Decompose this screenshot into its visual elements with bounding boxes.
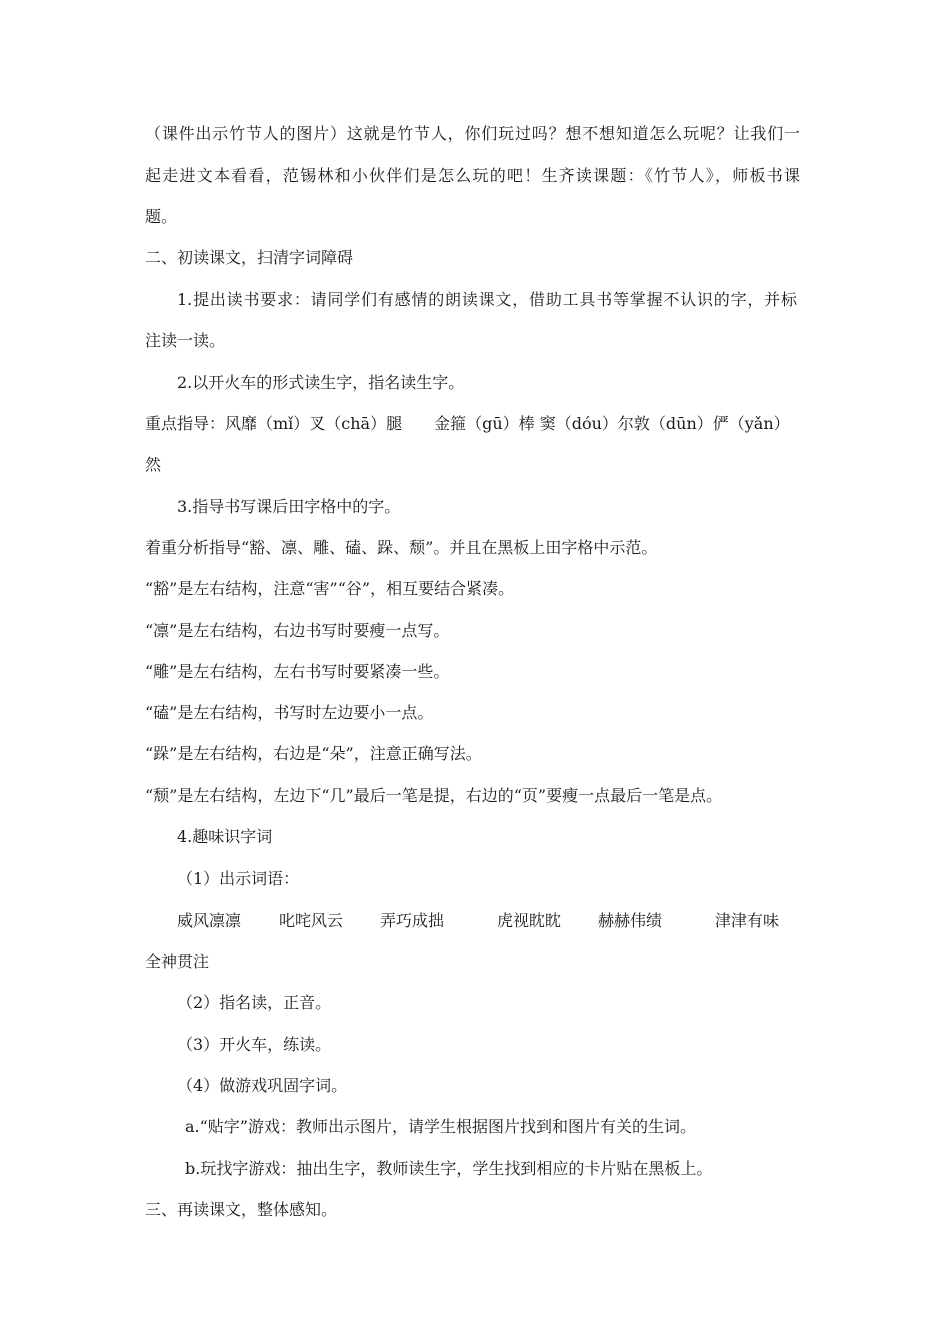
paragraph-line: 起走进文本看看，范锡林和小伙伴们是怎么玩的吧！生齐读课题：《竹节人》，师板书课	[145, 166, 800, 185]
section-heading: 二、初读课文，扫清字词障碍	[145, 248, 354, 267]
paragraph-line: 然	[145, 455, 162, 474]
paragraph-line: “雕”是左右结构，左右书写时要紧凑一些。	[145, 662, 450, 681]
paragraph-line: 4.趣味识字词	[177, 827, 273, 846]
paragraph-line: （1）出示词语：	[177, 869, 300, 888]
word-item: 津津有味	[715, 911, 780, 930]
paragraph-line: 1.提出读书要求：请同学们有感情的朗读课文，借助工具书等掌握不认识的字，并标	[177, 290, 797, 309]
word-item: 叱咤风云	[279, 911, 344, 930]
paragraph-line: 重点指导：风靡（mǐ）叉（chā）腿 金箍（gū）棒 窦（dóu）尔敦（dūn）俨（yǎn）	[145, 414, 790, 433]
paragraph-line: “豁”是左右结构，注意“害”“谷”，相互要结合紧凑。	[145, 579, 515, 598]
paragraph-line: 题。	[145, 207, 178, 226]
paragraph-line: “凛”是左右结构，右边书写时要瘦一点写。	[145, 621, 450, 640]
paragraph-line: “跺”是左右结构，右边是“朵”，注意正确写法。	[145, 744, 482, 763]
paragraph-line: a.“贴字”游戏：教师出示图片，请学生根据图片找到和图片有关的生词。	[185, 1117, 696, 1136]
paragraph-line: 全神贯注	[145, 952, 210, 971]
paragraph-line: “磕”是左右结构，书写时左边要小一点。	[145, 703, 434, 722]
paragraph-line: （课件出示竹节人的图片）这就是竹节人，你们玩过吗？想不想知道怎么玩呢？让我们一	[145, 124, 800, 143]
paragraph-line: b.玩找字游戏：抽出生字，教师读生字，学生找到相应的卡片贴在黑板上。	[185, 1159, 713, 1178]
word-item: 威风凛凛	[177, 911, 242, 930]
paragraph-line: （2）指名读，正音。	[177, 993, 332, 1012]
section-heading: 三、再读课文，整体感知。	[145, 1200, 338, 1219]
word-item: 弄巧成拙	[380, 911, 445, 930]
paragraph-line: （4）做游戏巩固字词。	[177, 1076, 348, 1095]
paragraph-line: 2.以开火车的形式读生字，指名读生字。	[177, 373, 465, 392]
word-item: 虎视眈眈	[497, 911, 562, 930]
paragraph-line: （3）开火车，练读。	[177, 1035, 332, 1054]
paragraph-line: 注读一读。	[145, 331, 226, 350]
word-item: 赫赫伟绩	[598, 911, 663, 930]
paragraph-line: “颓”是左右结构，左边下“几”最后一笔是提，右边的“页”要瘦一点最后一笔是点。	[145, 786, 723, 805]
word-list	[0, 911, 950, 931]
paragraph-line: 着重分析指导“豁、凛、雕、磕、跺、颓”。并且在黑板上田字格中示范。	[145, 538, 658, 557]
paragraph-line: 3.指导书写课后田字格中的字。	[177, 497, 401, 516]
